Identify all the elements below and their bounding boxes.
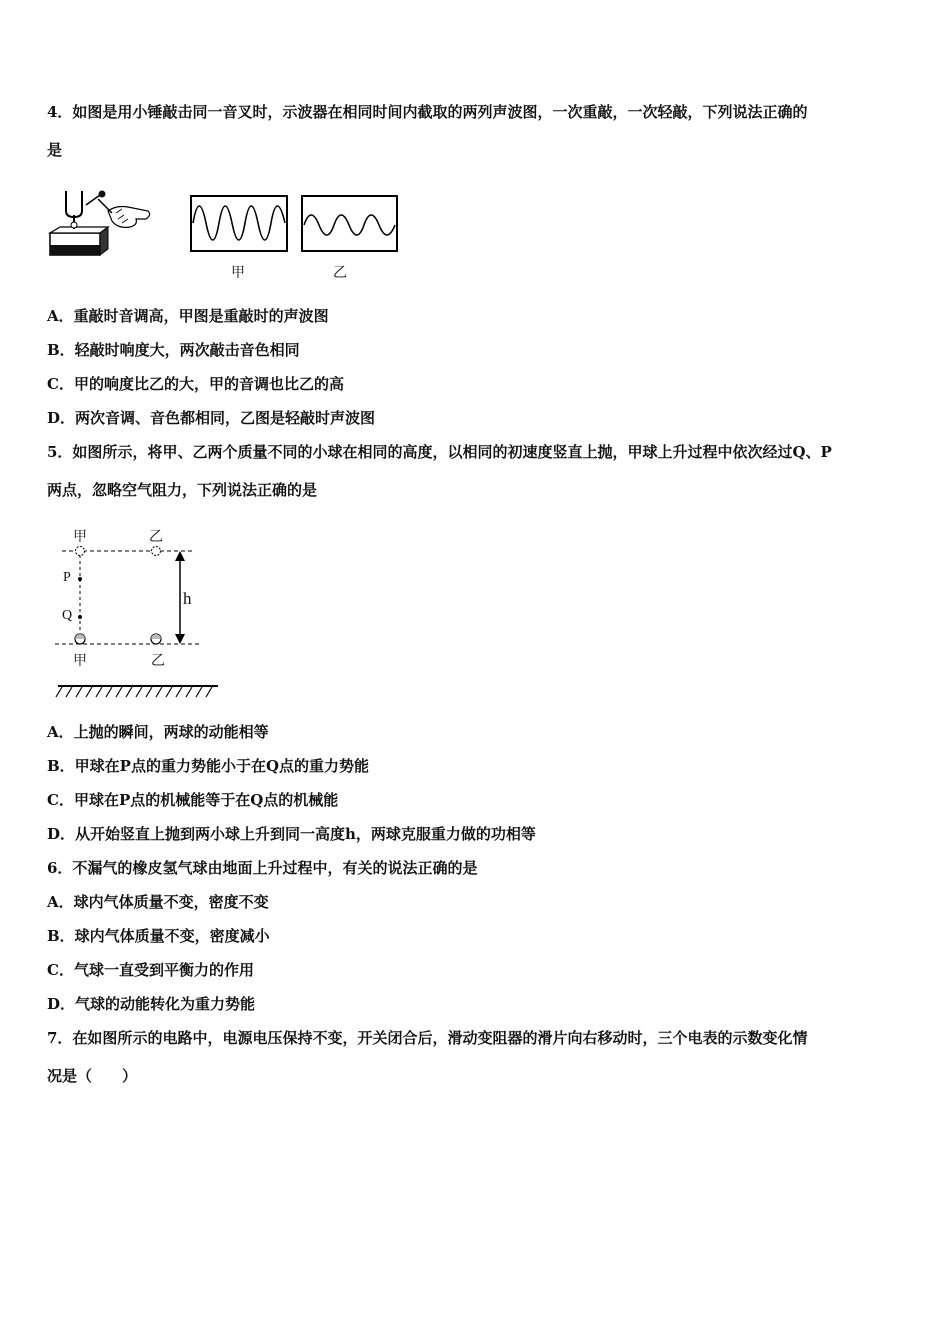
q5-option-c: C．甲球在P点的机械能等于在Q点的机械能 — [47, 791, 339, 809]
q4-option-d: D．两次音调、音色都相同，乙图是轻敲时声波图 — [47, 409, 376, 427]
waveform-jia — [190, 195, 288, 253]
q7-stem-line1: 7．在如图所示的电路中，电源电压保持不变，开关闭合后，滑动变阻器的滑片向右移动时，三个电表的示数变化情 — [47, 1029, 808, 1047]
point-q-label: Q — [62, 608, 73, 623]
waveform-jia-label: 甲 — [231, 265, 245, 281]
q4-option-a: A．重敲时音调高，甲图是重敲时的声波图 — [47, 307, 329, 325]
q4-stem-line2: 是 — [47, 141, 63, 159]
height-label: h — [183, 589, 192, 608]
q6-option-d: D．气球的动能转化为重力势能 — [47, 995, 256, 1013]
projectile-bottom-jia: 甲 — [73, 653, 87, 669]
q7-stem-line2: 况是（ ） — [47, 1067, 138, 1085]
q5-option-b: B．甲球在P点的重力势能小于在Q点的重力势能 — [47, 757, 370, 775]
q5-option-d: D．从开始竖直上抛到两小球上升到同一高度h，两球克服重力做的功相等 — [47, 825, 536, 843]
waveform-yi — [301, 195, 398, 253]
projectile-bottom-yi: 乙 — [151, 653, 165, 669]
q4-option-c: C．甲的响度比乙的大，甲的音调也比乙的高 — [47, 375, 344, 393]
point-p-label: P — [63, 570, 71, 585]
projectile-top-yi: 乙 — [149, 529, 163, 545]
tuning-fork-figure — [46, 185, 171, 265]
q5-option-a: A．上抛的瞬间，两球的动能相等 — [47, 723, 269, 741]
q6-stem: 6．不漏气的橡皮氢气球由地面上升过程中，有关的说法正确的是 — [47, 859, 478, 877]
projectile-figure — [50, 545, 225, 703]
q5-stem-line2: 两点，忽略空气阻力，下列说法正确的是 — [47, 481, 318, 499]
q4-stem-line1: 4．如图是用小锤敲击同一音叉时，示波器在相同时间内截取的两列声波图，一次重敲，一次轻敲，下列说法正确的 — [47, 103, 808, 121]
q5-stem-line1: 5．如图所示，将甲、乙两个质量不同的小球在相同的高度，以相同的初速度竖直上抛，甲球上升过程中依次经过Q、P — [47, 443, 832, 461]
q6-option-b: B．球内气体质量不变，密度减小 — [47, 927, 270, 945]
q6-option-a: A．球内气体质量不变，密度不变 — [47, 893, 269, 911]
waveform-yi-label: 乙 — [333, 265, 347, 281]
projectile-top-jia: 甲 — [73, 529, 87, 545]
q6-option-c: C．气球一直受到平衡力的作用 — [47, 961, 254, 979]
q4-option-b: B．轻敲时响度大，两次敲击音色相同 — [47, 341, 300, 359]
